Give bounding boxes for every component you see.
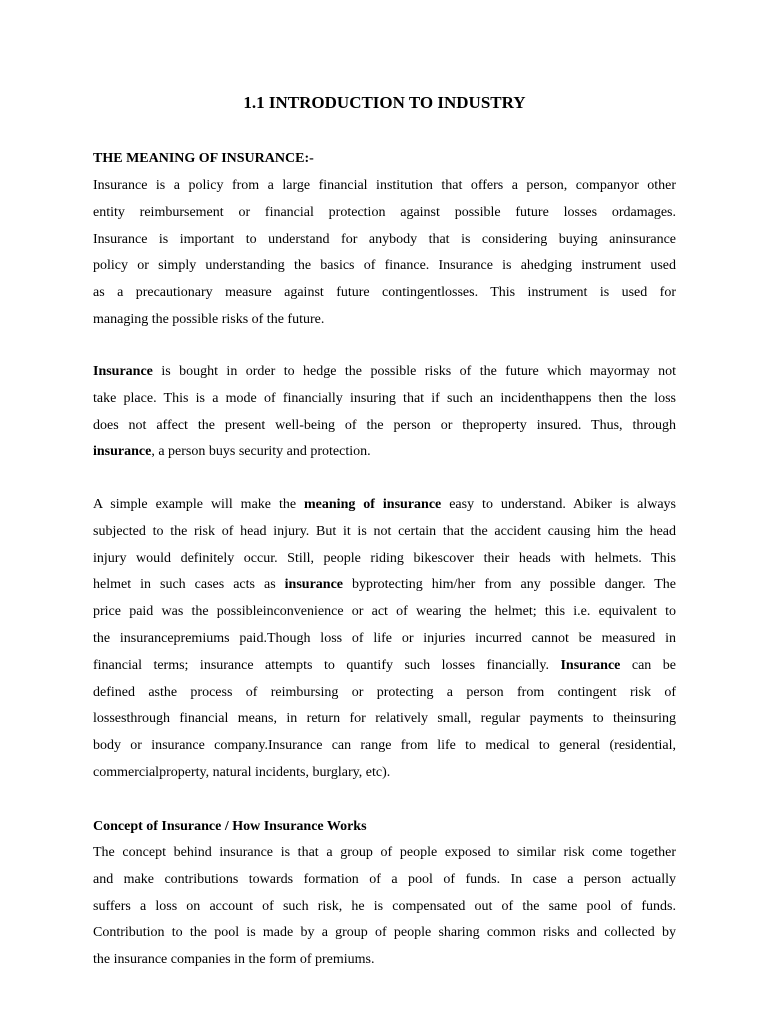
section-heading-concept: Concept of Insurance / How Insurance Works xyxy=(93,819,367,834)
bold-term: Insurance xyxy=(93,364,153,379)
text-line xyxy=(93,439,676,466)
text-line: entity reimbursement or financial protection against possible future losses ordamages. xyxy=(93,204,676,220)
bold-term: insurance xyxy=(284,577,343,593)
text-line: managing the possible risks of the future. xyxy=(93,311,325,327)
text-run: can be xyxy=(620,657,676,673)
text-line: The concept behind insurance is that a group of people exposed to similar risk come together xyxy=(93,845,676,860)
text-line: as a precautionary measure against future contingentlosses. This instrument is used for xyxy=(93,285,676,301)
text-line: body or insurance company.Insurance can range from life to medical to general (residential, xyxy=(93,738,676,754)
text-line xyxy=(93,359,676,386)
paragraph-meaning-2 xyxy=(93,359,676,466)
text-line: commercialproperty, natural incidents, burglary, etc). xyxy=(93,764,391,780)
text-run: A simple example will make the xyxy=(93,497,305,512)
page-title: 1.1 INTRODUCTION TO INDUSTRY xyxy=(243,93,526,112)
text-line: the insurance companies in the form of premiums. xyxy=(93,952,375,968)
text-run: easy to understand. Abiker is always xyxy=(441,497,676,512)
paragraph-meaning-1 xyxy=(93,173,676,334)
text-line xyxy=(93,492,676,519)
text-line: price paid was the possibleinconvenience or act of wearing the helmet; this i.e. equivalent to xyxy=(93,604,676,620)
text-line: subjected to the risk of head injury. But it is not certain that the accident causing him the head xyxy=(93,523,676,539)
text-line: policy or simply understanding the basics of finance. Insurance is ahedging instrument used xyxy=(93,258,676,274)
bold-term: insurance xyxy=(93,444,152,460)
text-line: Contribution to the pool is made by a group of people sharing common risks and collected by xyxy=(93,925,676,941)
text-line: lossesthrough financial means, in return for relatively small, regular payments to theinsuring xyxy=(93,711,676,727)
text-line: suffers a loss on account of such risk, he is compensated out of the same pool of funds. xyxy=(93,898,676,914)
bold-term: meaning of insurance xyxy=(304,497,442,512)
text-line: and make contributions towards formation of a pool of funds. In case a person actually xyxy=(93,871,676,887)
paragraph-concept xyxy=(93,840,676,974)
text-line: the insurancepremiums paid.Though loss of life or injuries incurred cannot be measured in xyxy=(93,630,676,646)
text-line: defined asthe process of reimbursing or protecting a person from contingent risk of xyxy=(93,684,676,700)
paragraph-meaning-3 xyxy=(93,492,676,787)
bold-term: Insurance xyxy=(560,657,621,673)
text-run: , a person buys security and protection. xyxy=(151,444,371,460)
text-line xyxy=(93,572,676,599)
text-run: byprotecting him/her from any possible danger. The xyxy=(343,577,676,593)
text-line: Insurance is important to understand for anybody that is considering buying aninsurance xyxy=(93,231,676,247)
text-run: helmet in such cases acts as xyxy=(93,577,285,593)
text-line: Insurance is a policy from a large financial institution that offers a person, companyor other xyxy=(93,178,676,193)
text-line xyxy=(93,653,676,680)
text-run: financial terms; insurance attempts to quantify such losses financially. xyxy=(93,657,561,673)
section-heading-meaning: THE MEANING OF INSURANCE:- xyxy=(93,151,314,166)
text-line: injury would definitely occur. Still, people riding bikescover their heads with helmets. This xyxy=(93,550,676,566)
text-line: does not affect the present well-being of the person or theproperty insured. Thus, through xyxy=(93,417,676,433)
text-line: take place. This is a mode of financially insuring that if such an incidenthappens then the loss xyxy=(93,390,676,406)
text-run: is bought in order to hedge the possible risks of the future which mayormay not xyxy=(152,364,676,379)
